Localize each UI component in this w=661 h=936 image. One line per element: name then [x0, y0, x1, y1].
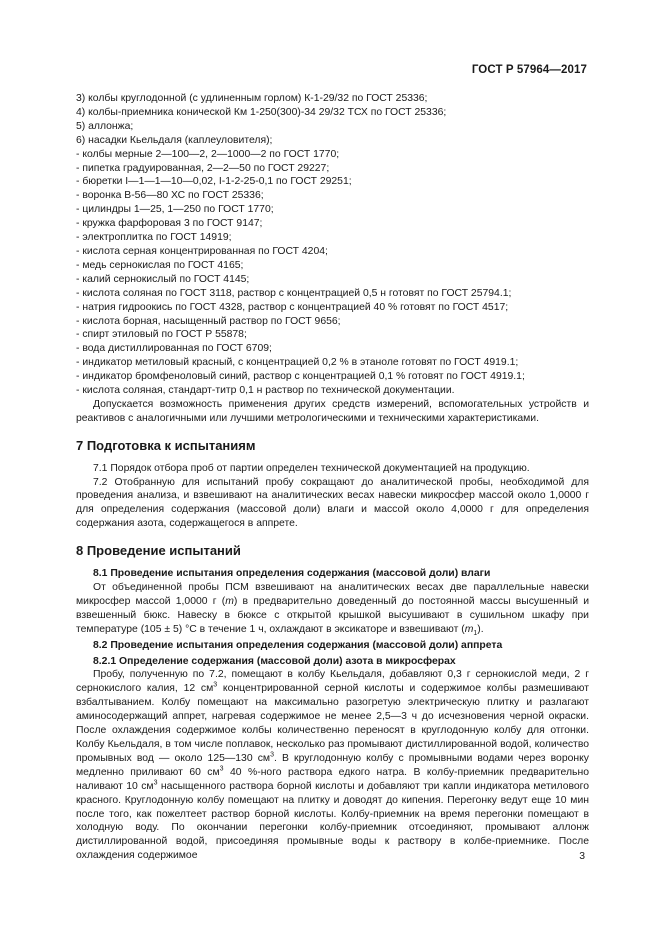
section-8-1-heading: 8.1 Проведение испытания определения содержания (массовой доли) влаги	[93, 568, 491, 580]
list-item: - кислота серная концентрированная по ГОСТ 4204;	[76, 245, 328, 257]
list-item: - спирт этиловый по ГОСТ Р 55878;	[76, 329, 247, 341]
section-7-heading: 7 Подготовка к испытаниям	[76, 437, 256, 453]
equipment-list	[76, 92, 589, 398]
list-item: - бюретки I—1—1—10—0,02, I-1-2-25-0,1 по ГОСТ 29251;	[76, 176, 352, 188]
list-item: - индикатор бромфеноловый синий, раствор с концентрацией 0,1 % готовят по ГОСТ 4919.1;	[76, 371, 525, 383]
superscript: 3	[153, 779, 158, 787]
list-item: - кружка фарфоровая 3 по ГОСТ 9147;	[76, 218, 263, 230]
list-item: - вода дистиллированная по ГОСТ 6709;	[76, 343, 272, 355]
mass-symbol: m	[464, 623, 474, 635]
list-item: - медь сернокислая по ГОСТ 4165;	[76, 259, 244, 271]
list-item: - кислота соляная по ГОСТ 3118, раствор с концентрацией 0,5 н готовят по ГОСТ 25794.1;	[76, 287, 512, 299]
text-run: Пробу, полученную по 7.2, помещают в колбу Кьельдаля, добавляют 0,3 г сернокислой меди, 2 г сернокислого калия, 12 см	[76, 669, 589, 695]
text-run: ) в предварительно доведенный до постоянной массы высушенный и взвешенный бюкс. Навеску в бюксе с открытой крышкой высушивают в сушильном шкафу при температуре (105 ± 5) °С в течение 1 ч, охлаждают в эксикаторе и взвешивают (	[76, 595, 589, 635]
allowance-paragraph: Допускается возможность применения других средств измерений, вспомогательных устройств и реактивов с аналогичными или лучшими метрологическими и техническими характеристиками.	[76, 398, 589, 424]
list-item: 3) колбы круглодонной (с удлиненным горлом) К-1-29/32 по ГОСТ 25336;	[76, 93, 428, 104]
section-8-2-1-paragraph	[76, 668, 589, 863]
text-run: ).	[477, 623, 484, 635]
text-run: концентрированной серной кислоты и содержимое колбы размешивают взбалтыванием. Колбу помещают на максимально разогретую электрическую плитку и разлагают аминосодержащий аппрет, нагревая содержимое не менее 2,5—3 ч до исчезновения черной окраски. После охлаждения содержимое колбы количественно переносят в круглодонную колбу для отгонки. Колбу Кьельдаля, в том числе поплавок, несколько раз промывают дистиллированной водой, количество промывных вод — около 125—130 см	[76, 683, 589, 764]
standard-number: ГОСТ Р 57964—2017	[471, 64, 587, 76]
text-run: . В круглодонную колбу с промывными водами через воронку медленно приливают 60 см	[76, 752, 589, 778]
list-item: 4) колбы-приемника конической Км 1-250(300)-34 29/32 ТСХ по ГОСТ 25336;	[76, 106, 447, 118]
document-content	[76, 92, 589, 863]
mass-symbol: m	[225, 595, 234, 607]
list-item: - воронка В-56—80 ХС по ГОСТ 25336;	[76, 190, 264, 202]
section-7-2-paragraph: 7.2 Отобранную для испытаний пробу сокращают до аналитической пробы, необходимой для проведения анализа, и взвешивают на аналитических весах навески микросфер массой около 1,0000 г для определения содержания (массовой доли) влаги и массой около 4,0000 г для определения содержания азота, содержащегося в аппрете.	[76, 476, 589, 530]
list-item: - колбы мерные 2—100—2, 2—1000—2 по ГОСТ 1770;	[76, 148, 340, 160]
subscript: 1	[473, 629, 478, 637]
section-7-1-paragraph: 7.1 Порядок отбора проб от партии определен технической документацией на продукцию.	[93, 462, 530, 474]
list-item: - электроплитка по ГОСТ 14919;	[76, 232, 232, 244]
list-item: 6) насадки Кьельдаля (каплеуловителя);	[76, 134, 273, 146]
list-item: - индикатор метиловый красный, с концентрацией 0,2 % в этаноле готовят по ГОСТ 4919.1;	[76, 357, 519, 369]
list-item: - пипетка градуированная, 2—2—50 по ГОСТ 29227;	[76, 162, 330, 174]
superscript: 3	[213, 681, 218, 689]
section-8-1-paragraph	[76, 581, 589, 637]
page-number: 3	[579, 851, 585, 862]
section-8-2-1-heading: 8.2.1 Определение содержания (массовой доли) азота в микросферах	[93, 655, 456, 667]
section-8-heading: 8 Проведение испытаний	[76, 543, 241, 559]
text-run: От объединенной пробы ПСМ взвешивают на аналитических весах две параллельные навески микросфер массой 1,0000 г (	[76, 582, 589, 607]
list-item: - калий сернокислый по ГОСТ 4145;	[76, 273, 250, 285]
superscript: 3	[219, 765, 224, 773]
text-run: 40 %-ного раствора едкого натра. В колбу-приемник предварительно наливают 10 см	[76, 766, 589, 792]
section-8-2-heading: 8.2 Проведение испытания определения содержания (массовой доли) аппрета	[93, 639, 503, 651]
text-run: насыщенного раствора борной кислоты и добавляют три капли индикатора метилового красного. Круглодонную колбу помещают на плитку и доводят до кипения. Перегонку ведут еще 10 мин после того, как пожелтеет раствор борной кислоты. Колбу-приемник на время перегонки помещают в холодную воду. По окончании перегонки колбу-приемник отсоединяют, промывают аллонж дистиллированной водой, присоединяя промывные воды к раствору в колбе-приемнике. После охлаждения содержимое	[76, 780, 590, 862]
list-item: - натрия гидроокись по ГОСТ 4328, раствор с концентрацией 40 % готовят по ГОСТ 4517;	[76, 301, 509, 313]
list-item: - кислота борная, насыщенный раствор по ГОСТ 9656;	[76, 315, 341, 327]
list-item: 5) аллонжа;	[76, 120, 134, 132]
list-item: - кислота соляная, стандарт-титр 0,1 н раствор по технической документации.	[76, 385, 455, 397]
list-item: - цилиндры 1—25, 1—250 по ГОСТ 1770;	[76, 204, 274, 216]
superscript: 3	[270, 751, 274, 759]
